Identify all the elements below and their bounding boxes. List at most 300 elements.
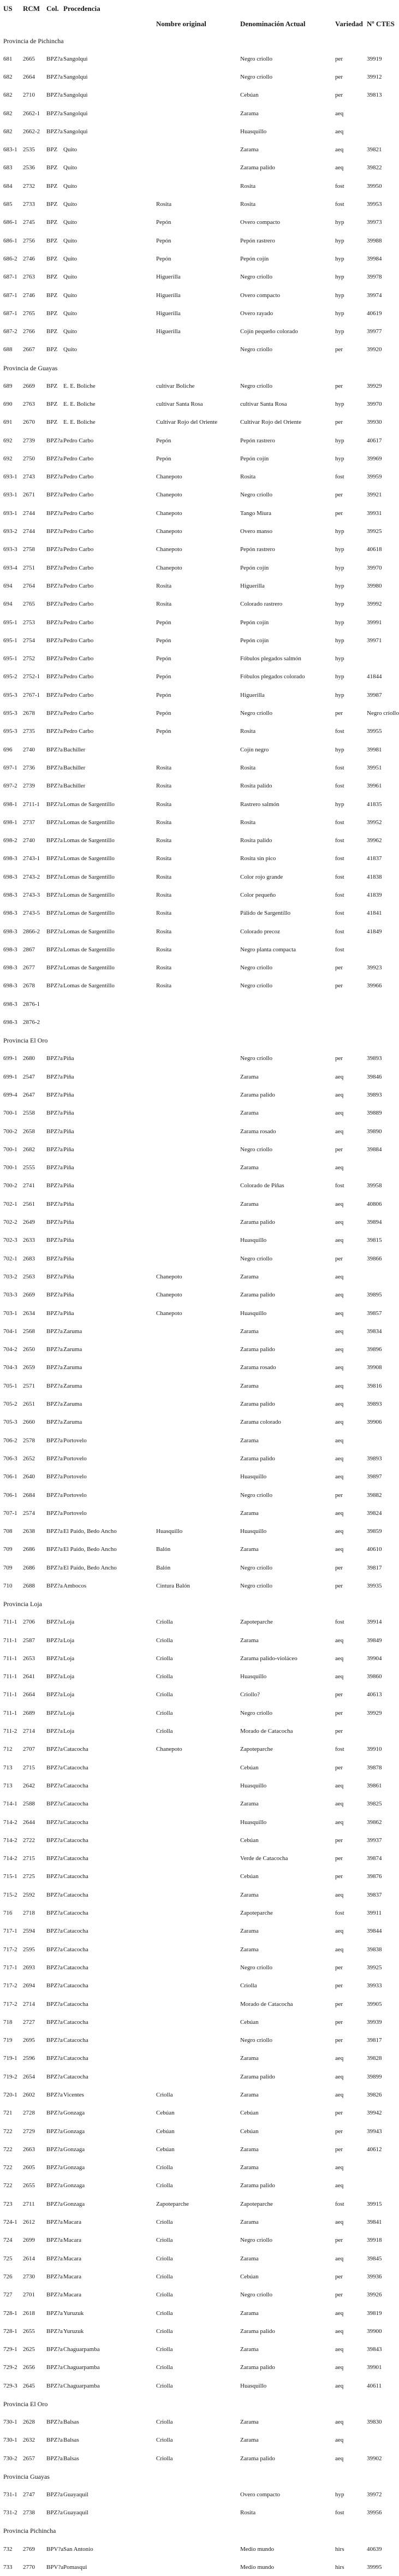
table-cell — [155, 1940, 239, 1958]
table-cell: 39846 — [367, 1073, 382, 1080]
table-cell: 2730 — [23, 2273, 35, 2280]
table-row — [2, 631, 393, 649]
table-row — [2, 2086, 393, 2104]
table-cell: 2689 — [23, 1709, 35, 1716]
table-cell: 39929 — [367, 1709, 382, 1716]
table-cell: 715-2 — [3, 1891, 17, 1898]
table-cell: Higuerilla — [240, 582, 265, 589]
table-cell: Higuerilla — [240, 691, 265, 698]
table-cell: BPZ?a — [46, 546, 63, 553]
table-cell: Cintura Balón — [156, 1582, 190, 1589]
table-cell: fost — [335, 892, 344, 898]
table-cell: Huasquillo — [240, 1237, 267, 1244]
table-cell: BPZ?a — [46, 1346, 63, 1353]
table-cell: 2743-2 — [23, 873, 40, 880]
table-row — [2, 1704, 393, 1722]
table-cell — [155, 104, 239, 122]
table-cell: Zarama — [240, 2146, 259, 2153]
table-cell: 39980 — [367, 582, 382, 589]
table-cell: Cultivar Rojo del Oriente — [156, 419, 218, 426]
table-cell: Cojín negro — [240, 746, 269, 753]
table-cell: 2683 — [23, 1255, 35, 1262]
table-cell: 2765 — [23, 601, 35, 608]
table-cell: 39815 — [367, 1237, 382, 1244]
table-row — [2, 2050, 393, 2068]
table-cell: 699-1 — [3, 1073, 17, 1080]
table-cell: 699-1 — [3, 1055, 17, 1062]
table-cell: Criolla — [240, 1982, 257, 1989]
province-heading: Provincia El Oro — [3, 2400, 48, 2408]
table-cell: 2602 — [23, 2092, 35, 2098]
table-cell: aeq — [335, 1128, 344, 1135]
table-cell: Criolla — [156, 2364, 173, 2371]
table-cell: Zaruma — [63, 1364, 82, 1371]
table-cell: 2695 — [23, 2037, 35, 2044]
table-cell: BPZ?a — [46, 1509, 63, 1517]
table-cell: Zaruma — [63, 1346, 82, 1353]
table-cell: 39929 — [367, 382, 382, 389]
table-cell: Overo rayado — [240, 310, 273, 317]
table-cell: 39952 — [367, 819, 382, 826]
table-cell: BPZ?a — [46, 1255, 63, 1262]
table-cell: Zarama — [240, 2164, 259, 2171]
table-cell — [62, 1013, 155, 1031]
table-cell: BPZ?a — [46, 2219, 63, 2226]
table-row — [2, 813, 393, 831]
table-cell: Quito — [63, 146, 78, 153]
table-cell: Negro criollo — [240, 55, 272, 62]
table-cell: 711-1 — [3, 1655, 17, 1662]
table-cell: 698-3 — [3, 1019, 17, 1026]
table-cell: 2644 — [23, 1819, 35, 1826]
table-cell: 719-2 — [3, 2073, 17, 2080]
table-cell: per — [335, 2291, 343, 2299]
table-row — [2, 1813, 393, 1831]
table-cell: Quito — [63, 237, 78, 244]
table-cell: 2561 — [23, 1200, 35, 1207]
table-cell: 39915 — [367, 2200, 382, 2207]
table-cell: 719 — [3, 2037, 13, 2044]
table-cell — [366, 1159, 393, 1177]
table-cell: BPZ?a — [46, 1419, 63, 1426]
table-cell: 2645 — [23, 2382, 35, 2389]
table-cell: BPZ?a — [46, 1128, 63, 1135]
table-cell: 39900 — [367, 2328, 382, 2335]
table-cell: 2649 — [23, 1219, 35, 1226]
table-cell: Pedro Carbo — [63, 546, 94, 553]
table-cell: fost — [335, 201, 344, 208]
table-cell: BPZ?a — [46, 1764, 63, 1771]
table-cell: 2738 — [23, 2509, 35, 2516]
table-row — [2, 2122, 393, 2140]
table-cell: 39992 — [367, 601, 382, 608]
table-cell: 2770 — [23, 2563, 35, 2571]
table-cell: Zarama — [240, 1200, 259, 1207]
table-cell: 2658 — [23, 1128, 35, 1135]
table-cell: 2682 — [23, 1146, 35, 1153]
table-cell: fost — [335, 728, 344, 735]
table-cell: BPZ?a — [46, 1055, 63, 1062]
table-cell: 2732 — [23, 182, 35, 190]
table-cell: fost — [335, 855, 344, 862]
table-cell: Pálido de Sargentillo — [240, 910, 291, 917]
table-cell: 39816 — [367, 1382, 382, 1389]
table-cell: 40612 — [367, 2146, 382, 2153]
table-cell: BPZ?a — [46, 910, 63, 917]
table-cell: 731-1 — [3, 2491, 17, 2498]
table-row — [2, 1831, 393, 1849]
table-cell: Rosita — [156, 873, 172, 880]
table-cell: 2743-1 — [23, 855, 40, 862]
table-row — [2, 2159, 393, 2177]
table-cell: 702-2 — [3, 1219, 17, 1226]
table-cell: BPZ?a — [46, 1292, 63, 1299]
table-cell: 39939 — [367, 2018, 382, 2026]
table-cell: aeq — [335, 2382, 344, 2389]
table-cell: 695-3 — [3, 710, 17, 717]
table-cell: aeq — [335, 1292, 344, 1299]
table-cell: 2655 — [23, 2328, 35, 2335]
table-cell: 2662-2 — [23, 128, 40, 135]
table-row — [2, 850, 393, 868]
table-cell — [155, 1159, 239, 1177]
table-row — [2, 1958, 393, 1976]
table-cell: 2547 — [23, 1073, 35, 1080]
table-cell: BPZ?a — [46, 1564, 63, 1571]
table-cell: E. E. Boliche — [63, 400, 96, 407]
table-cell: BPZ — [46, 328, 58, 335]
table-cell: BPZ?a — [46, 637, 63, 644]
table-cell: 39971 — [367, 637, 382, 644]
table-cell: BPV?a — [46, 2545, 64, 2553]
table-cell: Rosita — [156, 764, 172, 771]
table-cell: BPZ?a — [46, 582, 63, 589]
table-cell: 2663 — [23, 2146, 35, 2153]
table-row — [2, 1268, 393, 1286]
table-cell: 703-2 — [3, 1273, 17, 1280]
table-cell: 683-1 — [3, 146, 17, 153]
table-cell — [366, 2177, 393, 2195]
table-cell: 2699 — [23, 2237, 35, 2244]
table-cell: Gonzaga — [63, 2110, 85, 2117]
table-cell: 700-1 — [3, 1146, 17, 1153]
table-row — [2, 2140, 393, 2158]
table-cell: 698-3 — [3, 873, 17, 880]
table-cell: 2640 — [23, 1473, 35, 1481]
table-cell: Yuruzuk — [63, 2328, 84, 2335]
table-cell: hyp — [335, 528, 344, 535]
table-row — [2, 2231, 393, 2249]
table-cell: 726 — [3, 2273, 13, 2280]
table-row — [2, 1722, 393, 1740]
table-cell: Catacocha — [63, 1801, 88, 1808]
table-cell: 39956 — [367, 2509, 382, 2516]
table-cell: Zapoteparche — [240, 1619, 273, 1626]
table-cell: per — [335, 1255, 343, 1262]
table-cell: Pepón cojín — [240, 619, 269, 626]
table-row — [2, 1886, 393, 1904]
table-cell: Catacocha — [63, 1910, 88, 1917]
table-cell: per — [335, 2037, 343, 2044]
table-cell: Chanepoto — [156, 473, 182, 481]
table-cell: Catacocha — [63, 1982, 88, 1989]
table-cell: Chanepoto — [156, 1273, 182, 1280]
header-nombre-original: Nombre original — [156, 20, 206, 28]
table-cell: 39896 — [367, 1346, 382, 1353]
table-cell: 704-2 — [3, 1346, 17, 1353]
table-cell: 40613 — [367, 1691, 382, 1698]
table-cell: Quito — [63, 274, 78, 281]
table-cell: 39930 — [367, 419, 382, 426]
table-cell: BPZ?a — [46, 2509, 63, 2516]
table-cell: per — [335, 1564, 343, 1571]
table-cell: Catacocha — [63, 1782, 88, 1789]
table-cell: Criolla — [156, 2455, 173, 2462]
table-row — [2, 704, 393, 722]
table-cell — [155, 1795, 239, 1813]
table-cell: Higuerilla — [156, 274, 181, 281]
table-cell: 39901 — [367, 2364, 382, 2371]
table-cell: 711-2 — [3, 1728, 17, 1735]
table-cell: 698-3 — [3, 1000, 17, 1008]
table-cell: Sangolqui — [63, 55, 88, 62]
table-cell: Loja — [63, 1728, 75, 1735]
table-cell — [155, 995, 239, 1013]
table-cell: BPZ?a — [46, 2073, 63, 2080]
table-cell — [366, 940, 393, 958]
table-row — [2, 232, 393, 250]
table-cell: 2739 — [23, 437, 35, 444]
table-row — [2, 104, 393, 122]
table-cell: 717-1 — [3, 1964, 17, 1971]
table-cell: 682 — [3, 92, 13, 99]
table-cell: Cebúan — [156, 2146, 175, 2153]
table-cell: per — [335, 982, 343, 990]
table-row — [2, 2286, 393, 2304]
table-cell: 2628 — [23, 2419, 35, 2426]
table-cell — [155, 1013, 239, 1031]
table-cell: BPZ?a — [46, 1528, 63, 1535]
table-cell: Overo compacto — [240, 219, 280, 226]
table-cell: BPZ — [46, 255, 58, 262]
table-cell: 698-1 — [3, 801, 17, 808]
table-cell: Piña — [63, 1164, 74, 1171]
table-cell: BPZ?a — [46, 128, 63, 135]
table-cell: Piña — [63, 1310, 74, 1317]
table-cell: 703-1 — [3, 1310, 17, 1317]
province-heading-row — [2, 2395, 393, 2413]
table-cell: 2563 — [23, 1273, 35, 1280]
table-cell: Portovelo — [63, 1473, 87, 1481]
table-cell: Zarama — [240, 1546, 259, 1553]
province-heading: Provincia de Guayas — [3, 364, 58, 372]
table-cell: 2747 — [23, 2491, 35, 2498]
province-heading-row — [2, 2467, 393, 2485]
table-row — [2, 541, 393, 559]
table-cell: per — [335, 419, 343, 426]
table-cell: BPZ?a — [46, 1964, 63, 1971]
table-cell: Verde de Catacocha — [240, 1855, 288, 1862]
table-cell: Guayaquil — [63, 2509, 88, 2516]
table-cell: 724 — [3, 2237, 13, 2244]
table-cell: 39931 — [367, 510, 382, 517]
table-cell: 39817 — [367, 2037, 382, 2044]
table-cell: hyp — [335, 637, 344, 644]
table-cell: 700-1 — [3, 1110, 17, 1117]
table-cell: 2746 — [23, 292, 35, 299]
table-row — [2, 759, 393, 777]
table-cell — [155, 741, 239, 759]
table-cell: aeq — [335, 2182, 344, 2189]
table-cell: Pedro Carbo — [63, 455, 94, 462]
table-cell: 39904 — [367, 1655, 382, 1662]
table-cell: Negro planta compacta — [240, 946, 296, 953]
table-cell: Lomas de Sargentillo — [63, 855, 115, 862]
table-cell: 729-3 — [3, 2382, 17, 2389]
table-cell: BPZ?a — [46, 1619, 63, 1626]
table-cell: 718 — [3, 2018, 13, 2026]
table-cell: Fóbulos plegados colorado — [240, 673, 305, 680]
table-cell: Zarama — [240, 2419, 259, 2426]
table-cell: Colorado precoz — [240, 928, 280, 935]
table-cell: BPZ?a — [46, 746, 63, 753]
table-cell: BPZ — [46, 274, 58, 281]
table-cell: BPZ?a — [46, 1855, 63, 1862]
table-cell — [155, 177, 239, 195]
table-cell: Balón — [156, 1564, 171, 1571]
table-cell: 2678 — [23, 710, 35, 717]
table-cell: 2651 — [23, 1401, 35, 1408]
table-row — [2, 922, 393, 940]
table-cell: 714-2 — [3, 1855, 17, 1862]
table-cell: 39894 — [367, 1219, 382, 1226]
table-cell: BPZ?a — [46, 928, 63, 935]
table-cell: Rosita — [156, 837, 172, 844]
table-cell: 2655 — [23, 2182, 35, 2189]
table-cell: hyp — [335, 746, 344, 753]
table-row — [2, 341, 393, 359]
table-cell: 39861 — [367, 1782, 382, 1789]
table-cell: Rosita — [156, 819, 172, 826]
table-cell: 729-1 — [3, 2346, 17, 2353]
table-cell: per — [335, 92, 343, 99]
table-body — [2, 32, 399, 2576]
table-cell: 2669 — [23, 382, 35, 389]
table-cell: Negro criollo — [240, 382, 272, 389]
table-cell: Rosita — [156, 928, 172, 935]
table-cell: Pedro Carbo — [63, 619, 94, 626]
table-cell: 711-1 — [3, 1691, 17, 1698]
table-cell: BPZ?a — [46, 1073, 63, 1080]
table-cell — [155, 2558, 239, 2576]
table-cell: Huasquillo — [240, 2382, 267, 2389]
table-cell: aeq — [335, 1110, 344, 1117]
table-cell: per — [335, 382, 343, 389]
table-cell: BPZ?a — [46, 1382, 63, 1389]
table-cell: BPZ?a — [46, 1946, 63, 1953]
table-cell: 2754 — [23, 637, 35, 644]
table-cell: BPZ?a — [46, 2255, 63, 2262]
table-cell: fost — [335, 1619, 344, 1626]
table-cell: Zarama colorado — [240, 1419, 281, 1426]
table-cell: 2746 — [23, 255, 35, 262]
table-cell: Zapoteparche — [240, 1910, 273, 1917]
table-cell: Catacocha — [63, 1764, 88, 1771]
table-cell: 2736 — [23, 764, 35, 771]
table-cell: 705-1 — [3, 1382, 17, 1389]
table-cell: 41835 — [367, 801, 382, 808]
table-row — [2, 1904, 393, 1922]
table-cell: Catacocha — [63, 2018, 88, 2026]
table-row — [2, 159, 393, 177]
table-cell: hyp — [335, 582, 344, 589]
table-cell: 2722 — [23, 1837, 35, 1844]
table-cell: 695-3 — [3, 691, 17, 698]
table-cell: 2728 — [23, 2110, 35, 2117]
table-cell: BPZ?a — [46, 1819, 63, 1826]
table-cell: per — [335, 1146, 343, 1153]
table-cell: Pepón cojín — [240, 455, 269, 462]
table-row — [2, 1340, 393, 1358]
table-cell: 39951 — [367, 764, 382, 771]
table-cell: BPZ — [46, 237, 58, 244]
table-cell: 713 — [3, 1782, 13, 1789]
table-cell: Pedro Carbo — [63, 601, 94, 608]
table-cell: 727 — [3, 2291, 13, 2299]
table-row — [2, 1631, 393, 1649]
table-cell: per — [335, 1691, 343, 1698]
table-cell: fost — [335, 1746, 344, 1753]
table-cell: 41844 — [367, 673, 382, 680]
table-cell: Pepón — [156, 710, 171, 717]
table-cell: BPZ?a — [46, 1637, 63, 1644]
table-cell — [155, 1776, 239, 1795]
table-cell: Rosita — [240, 182, 256, 190]
table-cell: Criolla — [156, 1709, 173, 1716]
table-cell — [155, 2540, 239, 2558]
table-cell — [155, 1231, 239, 1249]
table-cell: E. E. Boliche — [63, 419, 96, 426]
table-cell: 39902 — [367, 2455, 382, 2462]
table-row — [2, 1922, 393, 1940]
table-cell: Catacocha — [63, 1819, 88, 1826]
table-row — [2, 1068, 393, 1086]
table-cell: 2715 — [23, 1764, 35, 1771]
table-row — [2, 831, 393, 849]
table-cell: Zarama palido — [240, 1219, 275, 1226]
table-cell: per — [335, 510, 343, 517]
table-cell — [45, 995, 62, 1013]
table-cell: 2633 — [23, 1237, 35, 1244]
table-cell: hyp — [335, 455, 344, 462]
table-cell: 695-3 — [3, 728, 17, 735]
table-cell: 728-1 — [3, 2328, 17, 2335]
table-cell: BPZ?a — [46, 528, 63, 535]
table-cell: 39910 — [367, 1746, 382, 1753]
table-cell: 2727 — [23, 2018, 35, 2026]
table-row — [2, 1086, 393, 1104]
table-cell: 2710 — [23, 92, 35, 99]
table-cell: aeq — [335, 1437, 344, 1444]
header-us: US — [3, 4, 13, 13]
table-cell: 2744 — [23, 510, 35, 517]
table-cell: per — [335, 710, 343, 717]
table-cell: Criolla — [156, 2437, 173, 2444]
table-cell: Criolla — [156, 2291, 173, 2299]
table-cell: 699-4 — [3, 1091, 17, 1098]
table-cell: aeq — [335, 1819, 344, 1826]
table-cell: 722 — [3, 2146, 13, 2153]
